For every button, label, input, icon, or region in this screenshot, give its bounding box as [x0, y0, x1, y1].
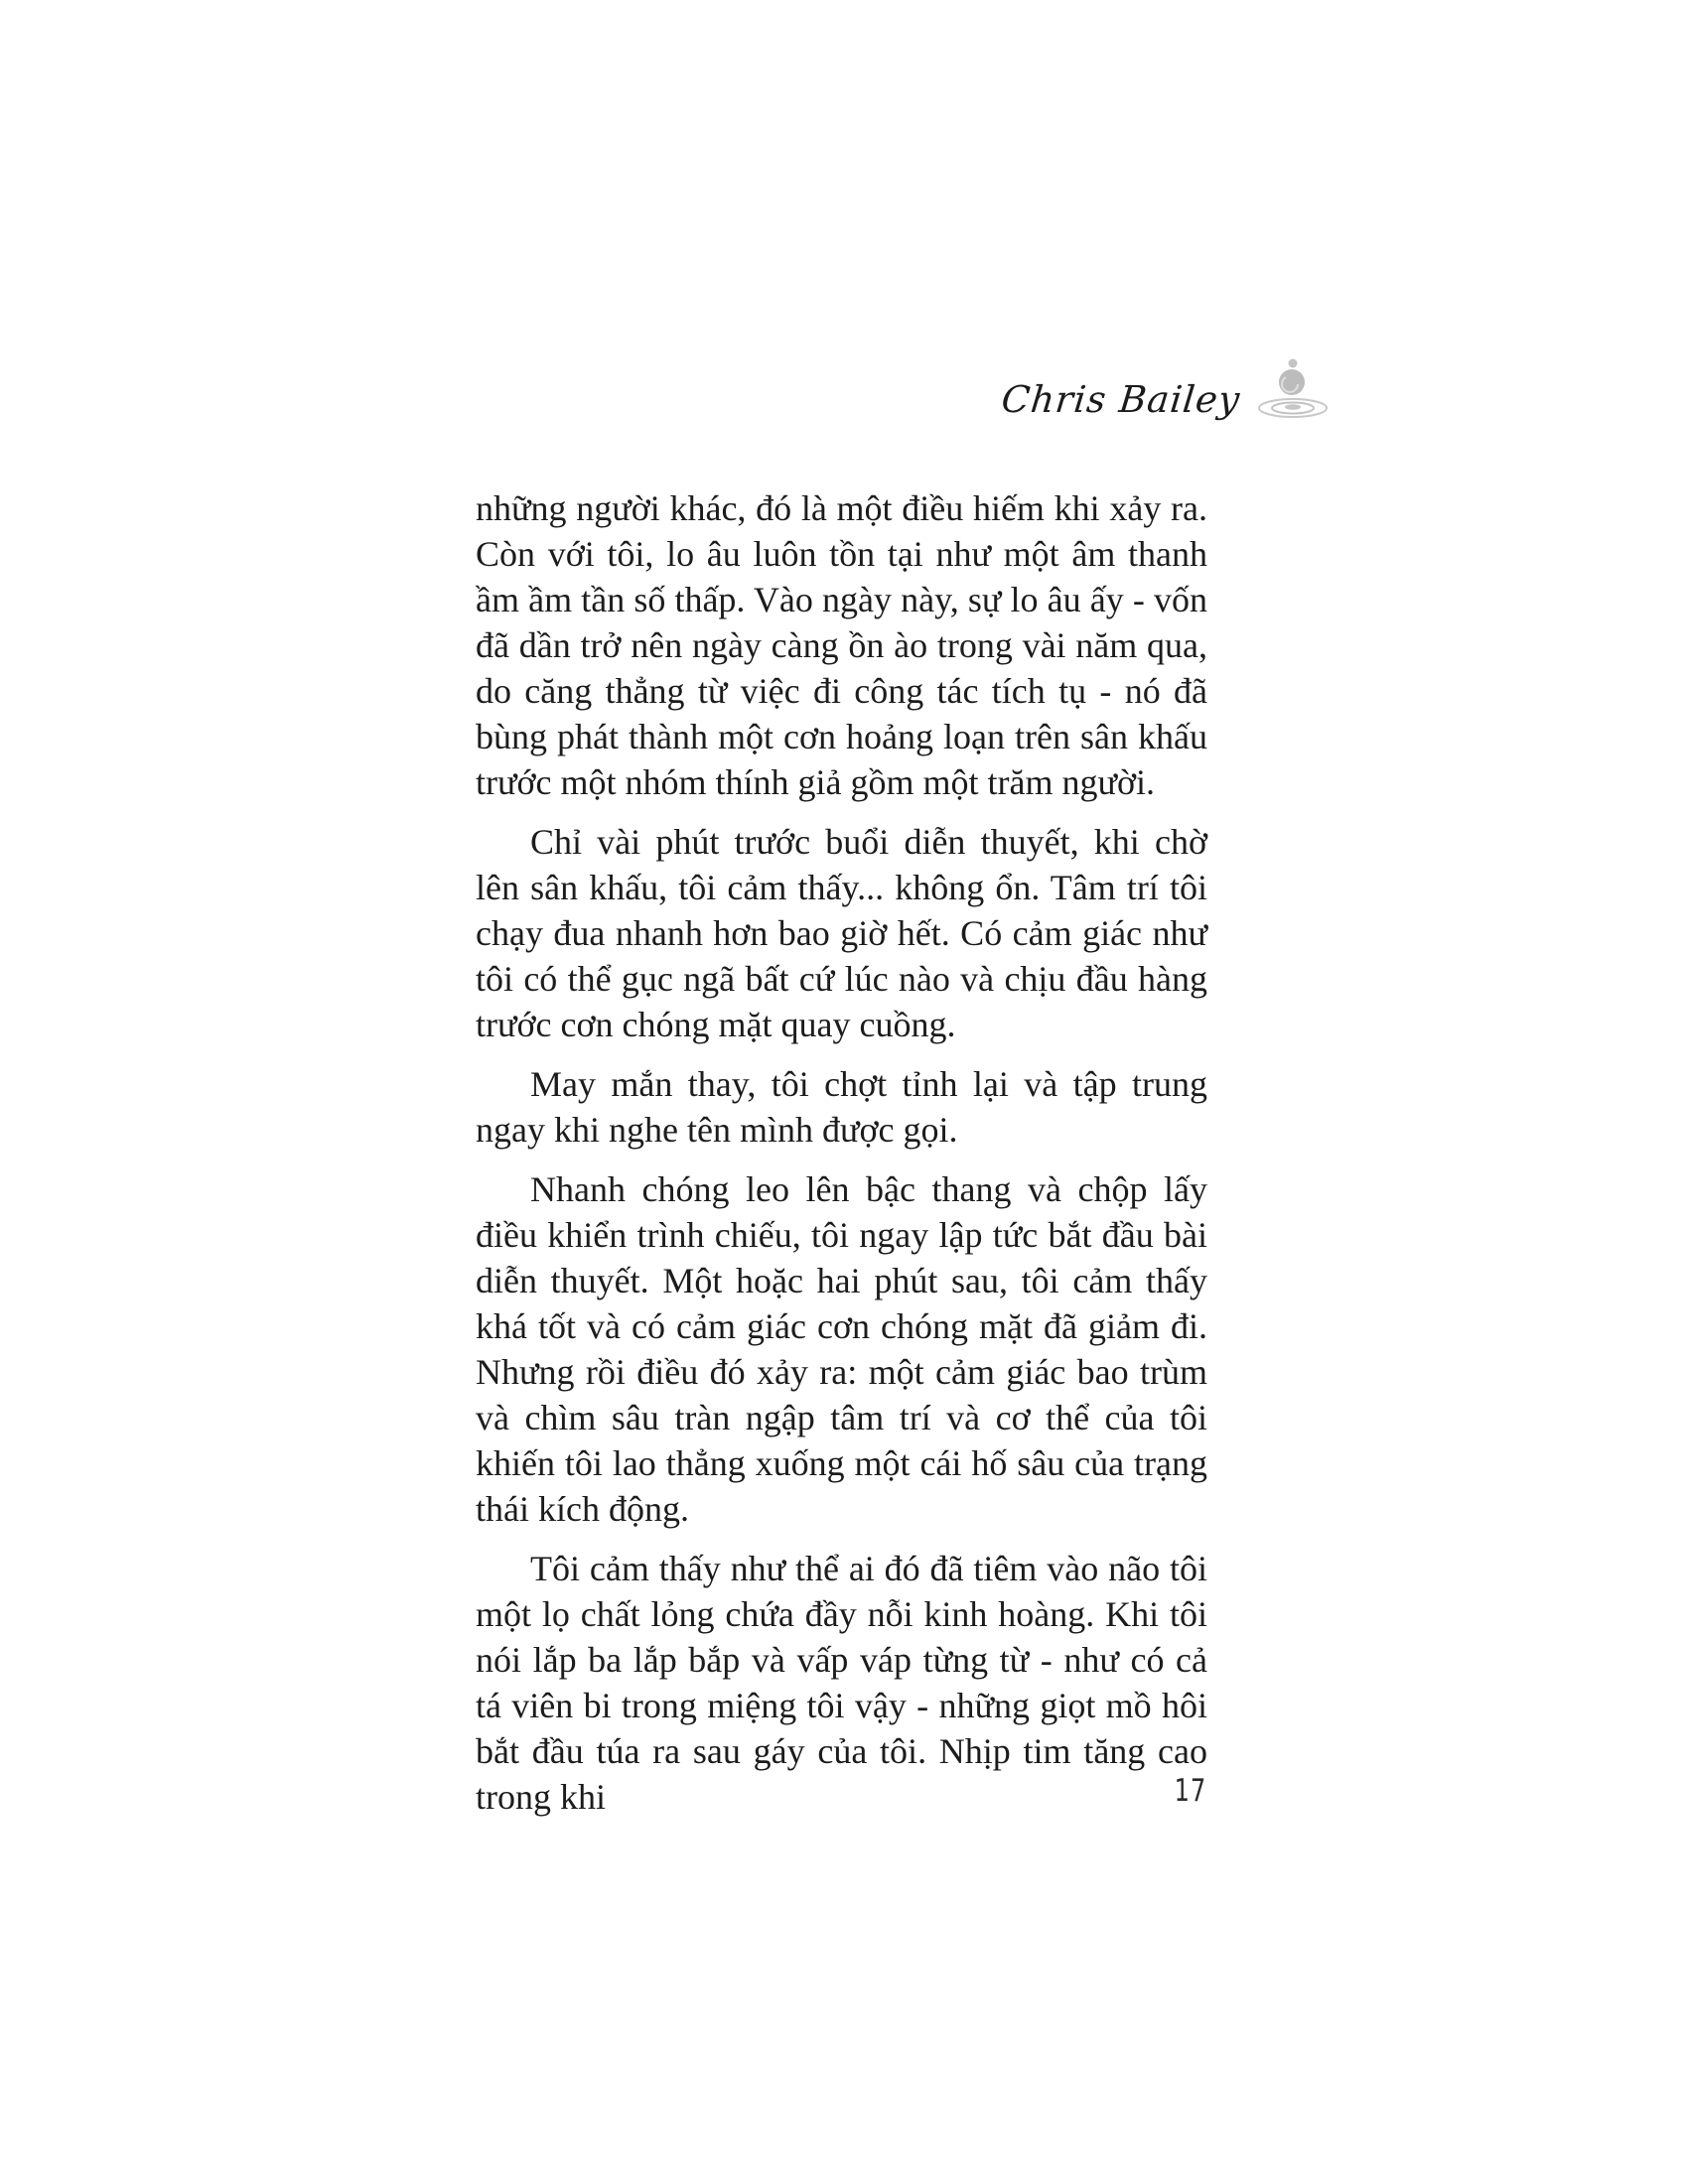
paragraph-3: May mắn thay, tôi chợt tỉnh lại và tập trung ngay khi nghe tên mình được gọi.	[476, 1064, 1207, 1150]
paragraph-5: Tôi cảm thấy như thể ai đó đã tiêm vào não tôi một lọ chất lỏng chứa đầy nỗi kinh hoàng. Khi tôi nói lắp ba lắp bắp và vấp váp từng từ - như có cả tá viên bi trong miệng tôi vậy - những giọt mồ hôi bắt đầu túa ra sau gáy của tôi. Nhịp tim tăng cao trong khi	[476, 1549, 1207, 1817]
paragraph-4: Nhanh chóng leo lên bậc thang và chộp lấy điều khiển trình chiếu, tôi ngay lập tức bắt đầu bài diễn thuyết. Một hoặc hai phút sau, tôi cảm thấy khá tốt và có cảm giác cơn chóng mặt đã giảm đi. Nhưng rồi điều đó xảy ra: một cảm giác bao trùm và chìm sâu tràn ngập tâm trí và cơ thể của tôi khiến tôi lao thẳng xuống một cái hố sâu của trạng thái kích động.	[476, 1169, 1207, 1529]
author-name: Chris Bailey	[999, 377, 1243, 421]
body-text-column	[476, 485, 1207, 1834]
water-drop-ripple-icon	[1255, 355, 1331, 421]
paragraph-1: những người khác, đó là một điều hiếm khi xảy ra. Còn với tôi, lo âu luôn tồn tại như một âm thanh ầm ầm tần số thấp. Vào ngày này, sự lo âu ấy - vốn đã dần trở nên ngày càng ồn ào trong vài năm qua, do căng thẳng từ việc đi công tác tích tụ - nó đã bùng phát thành một cơn hoảng loạn trên sân khấu trước một nhóm thính giả gồm một trăm người.	[476, 488, 1207, 802]
paragraph-2: Chỉ vài phút trước buổi diễn thuyết, khi chờ lên sân khấu, tôi cảm thấy... không ổn. Tâm trí tôi chạy đua nhanh hơn bao giờ hết. Có cảm giác như tôi có thể gục ngã bất cứ lúc nào và chịu đầu hàng trước cơn chóng mặt quay cuồng.	[476, 822, 1207, 1044]
running-header	[999, 355, 1331, 421]
page-number: 17	[1174, 1773, 1206, 1809]
